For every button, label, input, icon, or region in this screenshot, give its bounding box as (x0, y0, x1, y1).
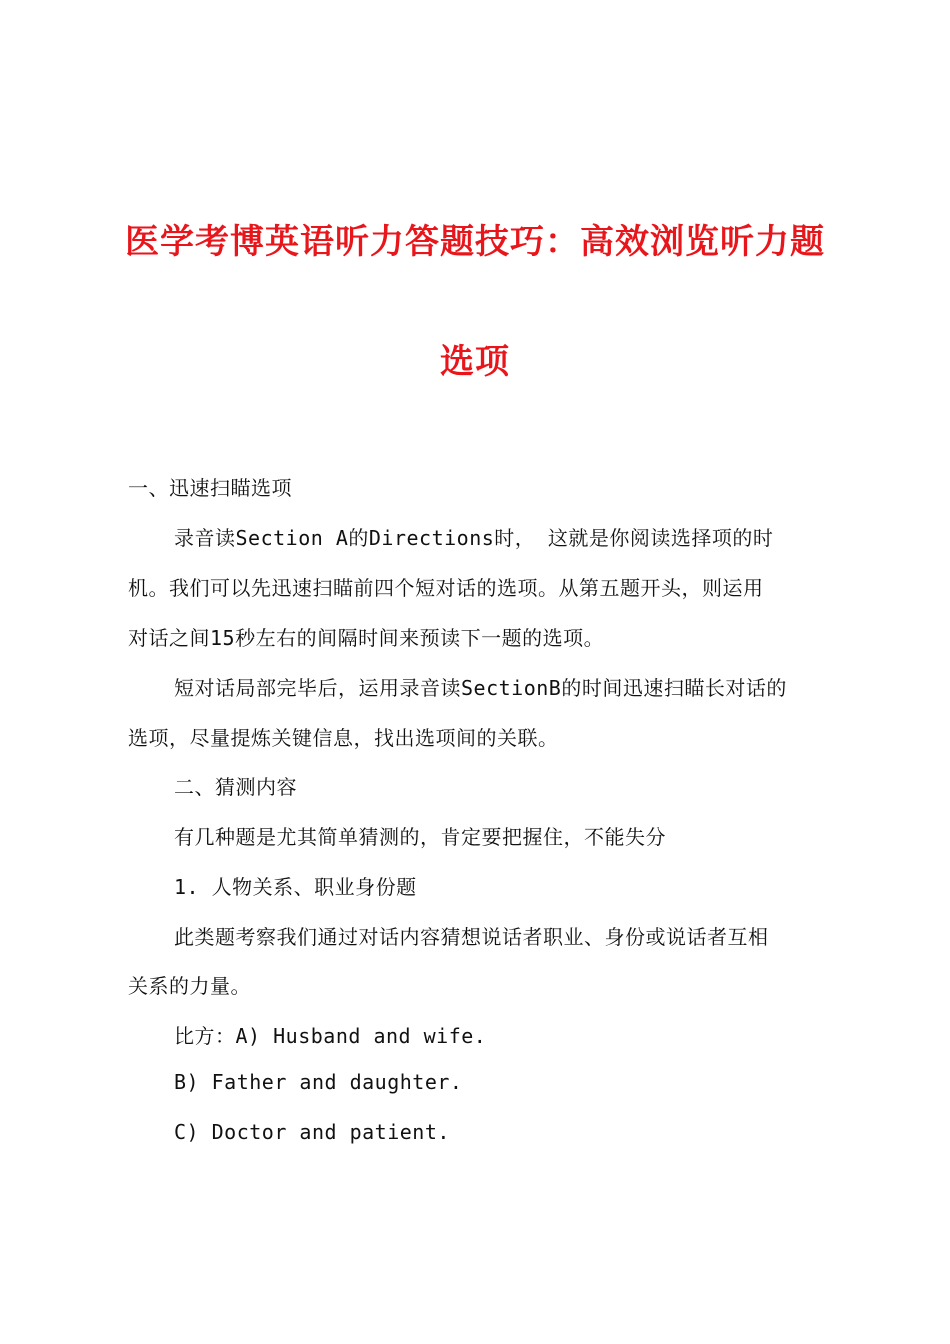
section-heading-2: 二、猜测内容 (174, 775, 297, 799)
paragraph-line: 有几种题是尤其简单猜测的，肯定要把握住，不能失分 (174, 825, 666, 849)
example-option-a: 比方：A) Husband and wife. (174, 1024, 487, 1048)
paragraph-line: 录音读Section A的Directions时， 这就是你阅读选择项的时 (174, 526, 774, 550)
paragraph-line: 机。我们可以先迅速扫瞄前四个短对话的选项。从第五题开头，则运用 (128, 576, 764, 600)
example-option-b: B) Father and daughter. (174, 1070, 463, 1094)
document-title-line-1: 医学考博英语听力答题技巧：高效浏览听力题 (125, 222, 825, 262)
section-heading-1: 一、迅速扫瞄选项 (128, 476, 292, 500)
subsection-heading: 1. 人物关系、职业身份题 (174, 875, 417, 899)
document-title-line-2: 选项 (440, 342, 510, 382)
paragraph-line: 对话之间15秒左右的间隔时间来预读下一题的选项。 (128, 626, 605, 650)
paragraph-line: 关系的力量。 (128, 974, 251, 998)
paragraph-line: 短对话局部完毕后，运用录音读SectionB的时间迅速扫瞄长对话的 (174, 676, 787, 700)
paragraph-line: 选项，尽量提炼关键信息，找出选项间的关联。 (128, 726, 559, 750)
paragraph-line: 此类题考察我们通过对话内容猜想说话者职业、身份或说话者互相 (174, 925, 769, 949)
example-option-c: C) Doctor and patient. (174, 1120, 450, 1144)
